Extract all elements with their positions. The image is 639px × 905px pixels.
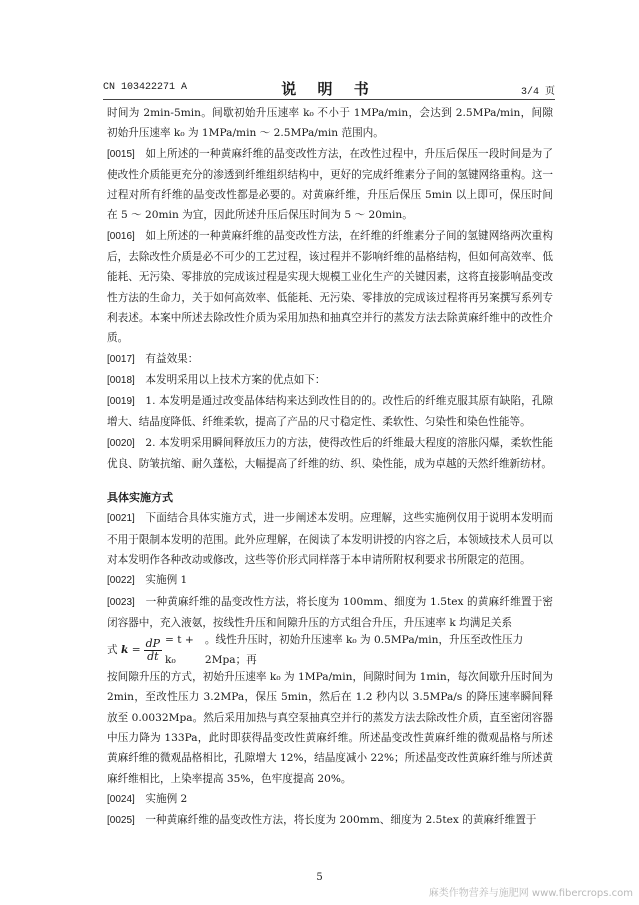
paragraph-0019: [0019] 1. 本发明是通过改变晶体结构来达到改性目的的。改性后的纤维克服其原有缺陷，孔隙增大、结晶度降低、纤维柔软，提高了产品的尺寸稳定性、柔软性、匀染性和染色性能等。 — [107, 395, 553, 429]
formula-equals: = — [131, 643, 141, 656]
paragraph-0023: [0023] 一种黄麻纤维的晶变改性方法，将长度为 100mm、细度为 1.5tex 的黄麻纤维置于密闭容器中，充入液氨，按线性升压和间隙升压的方式组合升压，升压速率 k 均满足关系 — [107, 595, 553, 629]
paragraph-0021: [0021] 下面结合具体实施方式，进一步阐述本发明。应理解，这些实施例仅用于说明本发明而不用于限制本发明的范围。此外应理解，在阅读了本发明讲授的内容之后，本领域技术人员可以对本发明作各种改动或修改，这些等价形式同样落于本申请所附权利要求书所限定的范围。 — [107, 512, 553, 566]
paragraph-0015: [0015] 如上所述的一种黄麻纤维的晶变改性方法，在改性过程中，升压后保压一段时间是为了使改性介质能更充分的渗透到纤维组织结构中，更好的完成纤维素分子间的氢键网络重构。这一过程对所有纤维的晶变改性都是必要的。对黄麻纤维，升压后保压 5min 以上即可，保压时间在 5 ～ 20min 为宜，因此所述升压后保压时间为 5 ～ 20min。 — [107, 147, 553, 222]
paragraph-tag: [0017] — [107, 353, 135, 365]
fraction-numerator: dP — [145, 636, 161, 650]
publication-number: CN 103422271 A — [103, 82, 188, 93]
paragraph-tag: [0020] — [107, 437, 135, 449]
paragraph-0025: [0025] 一种黄麻纤维的晶变改性方法，将长度为 200mm、细度为 2.5tex 的黄麻纤维置于 — [107, 814, 537, 827]
paragraph-tag: [0022] — [107, 575, 135, 587]
formula-fraction — [144, 638, 162, 663]
paragraph-tag: [0025] — [107, 815, 135, 827]
paragraph-tag: [0019] — [107, 396, 135, 408]
paragraph-0024: [0024] 实施例 2 — [107, 792, 188, 805]
page-number: 5 — [316, 872, 323, 883]
formula-k: k — [120, 643, 129, 656]
paragraph-tag: [0018] — [107, 374, 135, 386]
formula-rhs: = t + k₀ — [165, 633, 194, 667]
paragraph-0023-continued: 按间隙升压的方式，初始升压速率 k₀ 为 1MPa/min，间隙时间为 1min，每次间歇升压时间为 2min，至改性压力 3.2MPa，保压 5min，然后在 1.2 秒内以 3.5MPa/s 的降压速率瞬间释放至 0.0032Mpa。然后采用加热与真空泵抽真空并行的蒸发方法去除改性介质，直至密闭容器中压力降为 133Pa，此时即获得晶变改性黄麻纤维。所述晶变改性黄麻纤维的微观晶格与所述黄麻纤维的微观晶格相比，孔隙增大 12%，结晶度减小 22%；所述晶变改性黄麻纤维与所述黄麻纤维相比，上染率提高 35%，色牢度提高 20%。 — [107, 671, 553, 785]
paragraph-continued: 时间为 2min-5min。间歇初始升压速率 k₀ 不小于 1MPa/min，会达到 2.5MPa/min，间隙初始升压速率 k₀ 为 1MPa/min ～ 2.5MPa/min 范围内。 — [107, 107, 553, 140]
paragraph-0017: [0017] 有益效果： — [107, 352, 199, 365]
paragraph-0020: [0020] 2. 本发明采用瞬间释放压力的方法，使得改性后的纤维最大程度的溶胀闪爆，柔软性能优良、防皱抗缩、耐久蓬松，大幅提高了纤维的纺、织、染性能，成为卓越的天然纤维新纺材。 — [107, 436, 553, 471]
formula-prefix: 式 — [107, 643, 118, 656]
paragraph-tag: [0016] — [107, 230, 135, 242]
page-of-total: 3/4 页 — [520, 87, 555, 98]
paragraph-0018: [0018] 本发明采用以上技术方案的优点如下： — [107, 373, 326, 386]
page-header — [103, 78, 555, 96]
paragraph-tag: [0015] — [107, 148, 135, 160]
paragraph-0016: [0016] 如上所述的一种黄麻纤维的晶变改性方法，在纤维的纤维素分子间的氢键网络两次重构后，去除改性介质是必不可少的工艺过程，该过程并不影响纤维的晶格结构，但如何高效率、低能耗、无污染、零排放的完成该过程是实现大规模工业化生产的关键因素，这将直接影响晶变改性方法的生命力，关于如何高效率、低能耗、无污染、零排放的完成该过程将再另案撰写系列专利表述。本案中所述去除改性介质为采用加热和抽真空并行的蒸发方法去除黄麻纤维中的改性介质。 — [107, 229, 553, 345]
paragraph-0022: [0022] 实施例 1 — [107, 574, 188, 587]
paragraph-tag: [0023] — [107, 596, 135, 608]
document-title: 说 明 书 — [281, 80, 377, 98]
watermark: 麻类作物营养与施肥网 www.fibercrops.com — [428, 888, 633, 899]
formula-line — [107, 633, 553, 667]
paragraph-tag: [0024] — [107, 793, 135, 805]
fraction-denominator: dt — [147, 649, 159, 663]
section-heading: 具体实施方式 — [107, 491, 173, 505]
paragraph-tag: [0021] — [107, 513, 135, 525]
header-rule — [103, 99, 555, 100]
document-body — [107, 103, 553, 832]
formula-after-text: 。线性升压时，初始升压速率 k₀ 为 0.5MPa/min，升压至改性压力 2Mpa；再 — [204, 633, 524, 667]
